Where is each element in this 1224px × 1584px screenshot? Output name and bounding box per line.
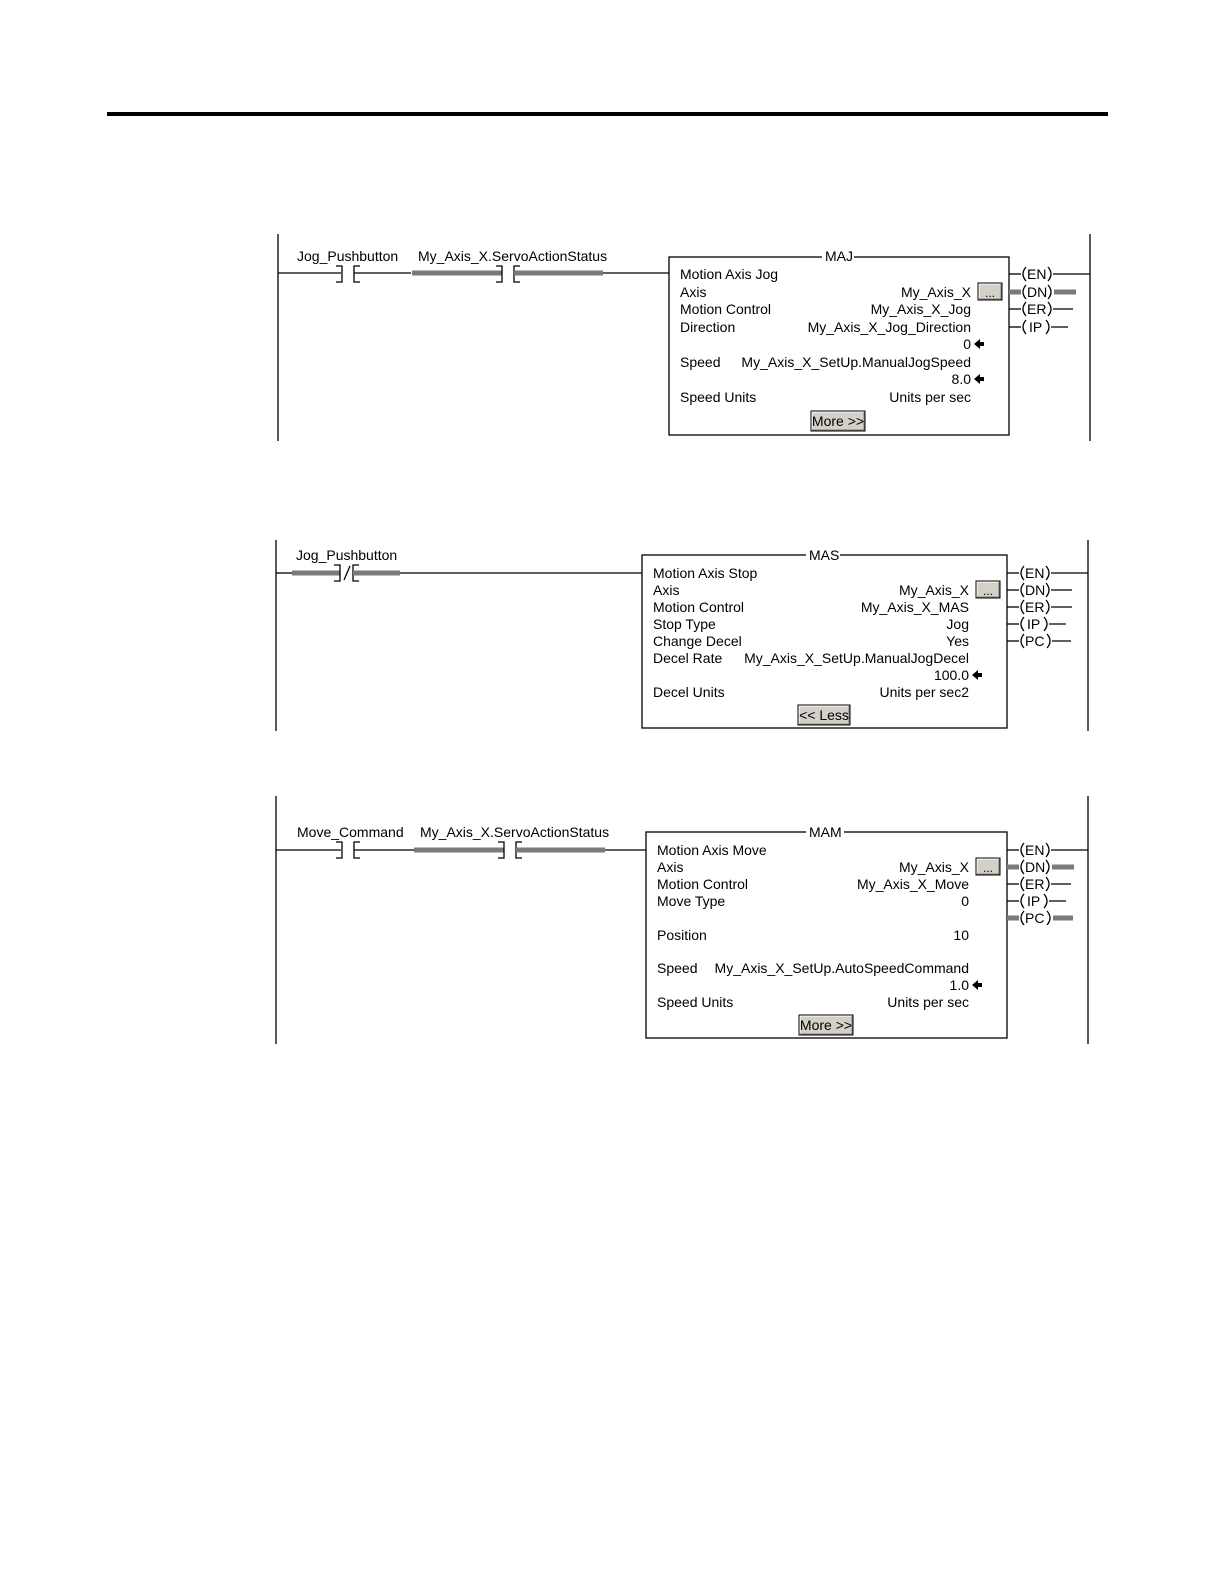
instruction-title: Motion Axis Jog (680, 266, 779, 282)
param-label-axis: Axis (680, 284, 707, 300)
param-label-axis: Axis (657, 859, 684, 875)
contact-tag-label: My_Axis_X.ServoActionStatus (418, 248, 608, 264)
param-value-change-decel: Yes (946, 633, 969, 649)
instruction-title: Motion Axis Stop (653, 565, 758, 581)
param-label-axis: Axis (653, 582, 680, 598)
param-label-motion-control: Motion Control (657, 876, 749, 892)
output-coil-er (1007, 876, 1071, 892)
svg-text:IP: IP (1027, 616, 1041, 632)
param-value-position: 10 (953, 927, 969, 943)
param-value-motion-control: My_Axis_X_MAS (860, 599, 969, 615)
param-live-direction: 0 (963, 336, 971, 352)
instruction-mnemonic: MAJ (825, 248, 853, 264)
param-label-move-type: Move Type (657, 893, 726, 909)
svg-text:DN: DN (1025, 582, 1046, 598)
param-label-speed-units: Speed Units (680, 389, 757, 405)
output-coil-pc-energized (1007, 910, 1073, 926)
param-value-decel-rate: My_Axis_X_SetUp.ManualJogDecel (744, 650, 969, 666)
param-label-motion-control: Motion Control (653, 599, 745, 615)
param-label-speed: Speed (680, 354, 721, 370)
param-value-speed: My_Axis_X_SetUp.AutoSpeedCommand (714, 960, 969, 976)
param-value-speed-units: Units per sec (887, 994, 969, 1010)
param-label-stop-type: Stop Type (653, 616, 716, 632)
param-label-change-decel: Change Decel (653, 633, 742, 649)
param-live-speed: 1.0 (949, 977, 969, 993)
svg-text:PC: PC (1025, 910, 1045, 926)
instruction-title: Motion Axis Move (657, 842, 767, 858)
instruction-mnemonic: MAS (809, 547, 840, 563)
svg-text:ER: ER (1025, 599, 1045, 615)
param-value-stop-type: Jog (946, 616, 969, 632)
param-value-speed-units: Units per sec (889, 389, 971, 405)
output-coil-en (1007, 842, 1088, 858)
param-value-motion-control: My_Axis_X_Move (856, 876, 969, 892)
svg-text:IP: IP (1029, 319, 1043, 335)
param-value-direction: My_Axis_X_Jog_Direction (807, 319, 971, 335)
svg-text:EN: EN (1025, 842, 1045, 858)
param-label-direction: Direction (680, 319, 736, 335)
svg-text:ER: ER (1027, 301, 1047, 317)
param-value-move-type: 0 (961, 893, 969, 909)
param-value-decel-units: Units per sec2 (879, 684, 969, 700)
param-label-position: Position (657, 927, 707, 943)
param-value-motion-control: My_Axis_X_Jog (870, 301, 971, 317)
contact-tag-label: Move_Command (297, 824, 404, 840)
svg-text:PC: PC (1025, 633, 1045, 649)
svg-text:IP: IP (1027, 893, 1041, 909)
contact-tag-label: Jog_Pushbutton (297, 248, 399, 264)
instruction-mnemonic: MAM (809, 824, 842, 840)
contact-tag-label: My_Axis_X.ServoActionStatus (420, 824, 610, 840)
param-live-speed: 8.0 (951, 371, 971, 387)
param-live-decel-rate: 100.0 (933, 667, 969, 683)
svg-text:ER: ER (1025, 876, 1045, 892)
param-label-speed-units: Speed Units (657, 994, 734, 1010)
param-value-axis: My_Axis_X (898, 582, 969, 598)
svg-text:More >>: More >> (799, 1017, 853, 1033)
svg-text:...: ... (982, 861, 994, 875)
svg-text:<< Less: << Less (799, 707, 849, 723)
output-coil-ip (1007, 893, 1066, 909)
param-label-decel-units: Decel Units (653, 684, 725, 700)
more-toggle-button[interactable] (799, 1015, 853, 1035)
param-value-axis: My_Axis_X (898, 859, 969, 875)
svg-text:More >>: More >> (811, 413, 865, 429)
param-label-speed: Speed (657, 960, 698, 976)
param-label-motion-control: Motion Control (680, 301, 772, 317)
mam-instruction-box[interactable] (646, 824, 1007, 1038)
svg-text:DN: DN (1025, 859, 1046, 875)
output-coil-dn-energized (1007, 859, 1074, 875)
svg-text:...: ... (984, 286, 996, 300)
svg-text:DN: DN (1027, 284, 1048, 300)
svg-text:EN: EN (1027, 266, 1047, 282)
contact-tag-label: Jog_Pushbutton (296, 547, 398, 563)
param-value-axis: My_Axis_X (900, 284, 971, 300)
axis-browse-button[interactable] (976, 858, 1000, 875)
param-value-speed: My_Axis_X_SetUp.ManualJogSpeed (741, 354, 971, 370)
svg-text:...: ... (982, 584, 994, 598)
param-label-decel-rate: Decel Rate (653, 650, 723, 666)
svg-text:EN: EN (1025, 565, 1045, 581)
